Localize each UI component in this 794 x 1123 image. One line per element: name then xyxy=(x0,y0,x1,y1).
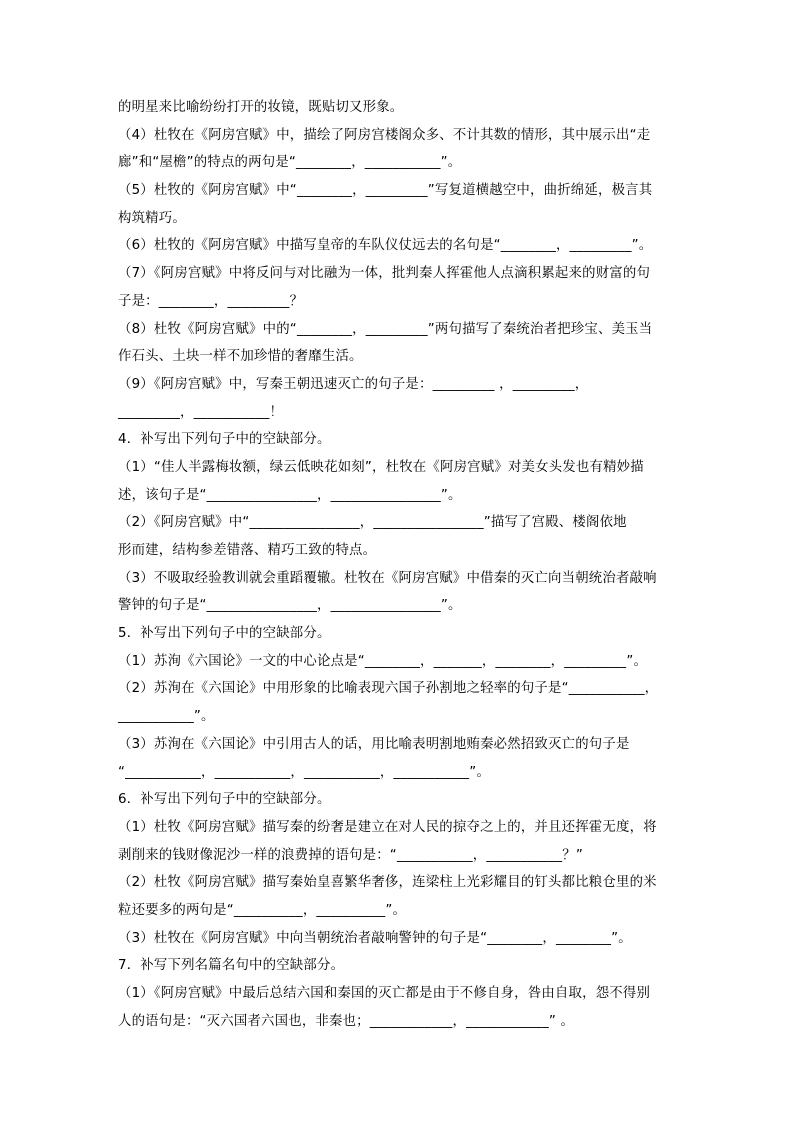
text-line: （1）《阿房宫赋》中最后总结六国和秦国的灭亡都是由于不修自身，咎由自取，怨不得别 xyxy=(118,986,651,1001)
text-line: （9）《阿房宫赋》中，写秦王朝迅速灭亡的句子是：_________ ，_________， xyxy=(118,376,589,392)
text-line: （3）杜牧在《阿房宫赋》中向当朝统治者敲响警钟的句子是“________，________”。 xyxy=(118,930,632,946)
section-heading: 4．补写出下列句子中的空缺部分。 xyxy=(118,432,331,448)
text-line: 的明星来比喻纷纷打开的妆镜，既贴切又形象。 xyxy=(118,100,404,115)
text-line: ___________”。 xyxy=(118,709,215,725)
text-line: （3）苏洵在《六国论》中引用古人的话，用比喻表明割地贿秦必然招致灭亡的句子是 xyxy=(118,736,630,752)
text-line: 作石头、土块一样不加珍惜的奢靡生活。 xyxy=(118,349,363,365)
text-line: （1）苏洵《六国论》一文的中心论点是“________，_______，________，_________”。 xyxy=(118,653,648,669)
text-line: 构筑精巧。 xyxy=(118,210,186,226)
text-line: 人的语句是：“灭六国者六国也，非秦也；____________，____________” 。 xyxy=(118,1013,575,1029)
text-line: （8）杜牧《阿房宫赋》中的“________，_________”两句描写了秦统治者把珍宝、美玉当 xyxy=(118,321,653,337)
text-line: 形而建，结构参差错落、精巧工致的特点。 xyxy=(118,543,377,558)
text-line: （1）“佳人半露梅妆额，绿云低映花如刻”，杜牧在《阿房宫赋》对美女头发也有精妙描 xyxy=(118,459,644,475)
text-line: （3）不吸取经验教训就会重蹈覆辙。杜牧在《阿房宫赋》中借秦的灭亡向当朝统治者敲响 xyxy=(118,570,657,586)
question-text-block xyxy=(118,94,684,1035)
text-line: （7）《阿房宫赋》中将反问与对比融为一体，批判秦人挥霍他人点滴积累起来的财富的句 xyxy=(118,266,651,282)
text-line: 子是：________，_________？ xyxy=(118,293,304,309)
text-line: 述，该句子是“________________，________________”。 xyxy=(118,487,462,503)
text-line: （1）杜牧《阿房宫赋》描写秦的纷奢是建立在对人民的掠夺之上的，并且还挥霍无度，将 xyxy=(118,819,657,835)
text-line: （4）杜牧在《阿房宫赋》中，描绘了阿房宫楼阁众多、不计其数的情形，其中展示出“走 xyxy=(118,127,651,143)
section-heading: 5．补写出下列句子中的空缺部分。 xyxy=(118,626,331,642)
text-line: （2）《阿房宫赋》中“________________，________________”描写了宫殿、楼阁依地 xyxy=(118,515,627,531)
text-line: 剥削来的钱财像泥沙一样的浪费掉的语句是：“___________，___________？” xyxy=(118,847,583,863)
text-line: 粒还要多的两句是“__________，__________”。 xyxy=(118,902,407,918)
text-line: _________，___________！ xyxy=(118,404,284,420)
text-line: （2）苏洵在《六国论》中用形象的比喻表现六国子孙割地之轻率的句子是“___________， xyxy=(118,681,659,697)
section-heading: 6．补写出下列句子中的空缺部分。 xyxy=(118,792,331,808)
text-line: 廊”和“屋檐”的特点的两句是“________，___________”。 xyxy=(118,155,462,171)
text-line: （5）杜牧的《阿房宫赋》中“________，_________”写复道横越空中，曲折绵延，极言其 xyxy=(118,183,653,199)
text-line: （6）杜牧的《阿房宫赋》中描写皇帝的车队仪仗远去的名句是“________，_________”。 xyxy=(118,238,653,254)
text-line: （2）杜牧《阿房宫赋》描写秦始皇喜繁华奢侈，连梁柱上光彩耀目的钉头都比粮仓里的米 xyxy=(118,875,657,891)
section-heading: 7．补写下列名篇名句中的空缺部分。 xyxy=(118,958,345,974)
text-line: 警钟的句子是“________________，________________”。 xyxy=(118,598,462,614)
text-line: “___________，___________，___________，___________”。 xyxy=(118,764,491,780)
